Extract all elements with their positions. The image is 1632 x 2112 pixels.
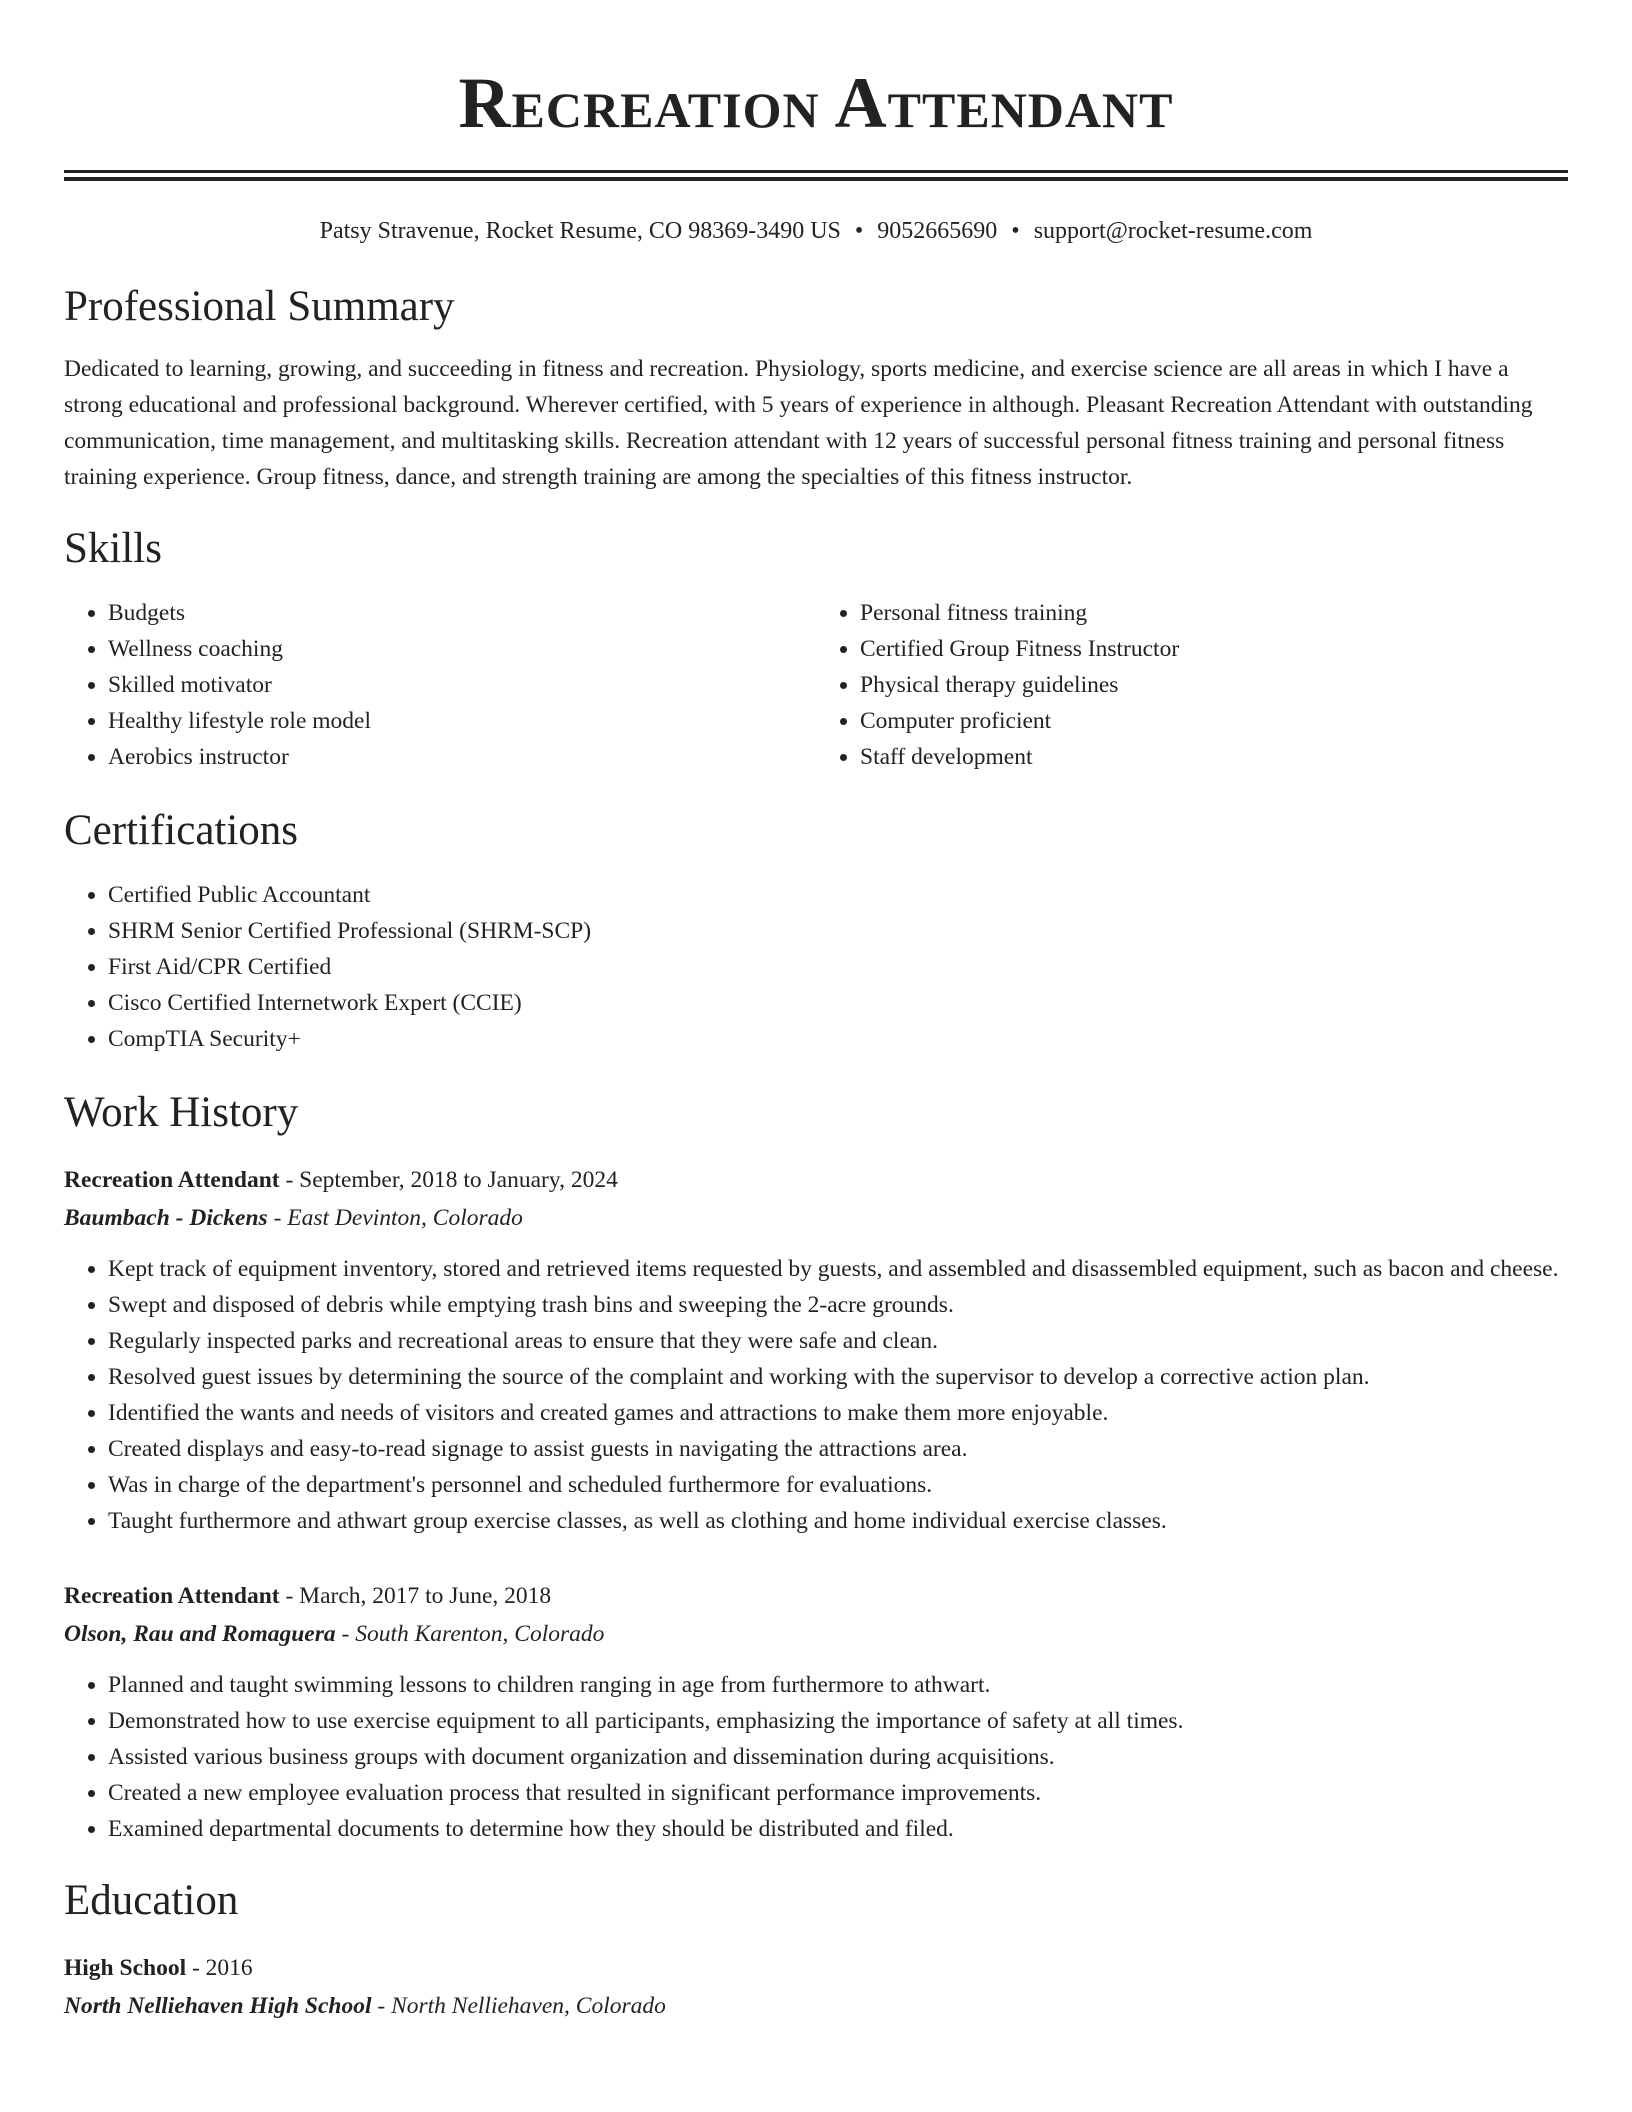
certifications-list <box>64 877 1568 1057</box>
certification-item: • Cisco Certified Internetwork Expert (CCIE) <box>108 985 1568 1021</box>
skills-columns <box>64 595 1568 775</box>
job-title-line <box>64 1161 1568 1199</box>
job-duty-item: • Planned and taught swimming lessons to children ranging in age from furthermore to athwart. <box>108 1667 1568 1703</box>
summary-paragraph: Dedicated to learning, growing, and succeeding in fitness and recreation. Physiology, sports medicine, and exercise science are all areas in which I have a strong educational and professional background. Wherever certified, with 5 years of experience in although. Pleasant Recreation Attendant with outstanding communication, time management, and multitasking skills. Recreation attendant with 12 years of successful personal fitness training and personal fitness training experience. Group fitness, dance, and strength training are among the specialties of this fitness instructor. <box>64 356 1533 490</box>
contact-separator: • <box>1011 218 1020 244</box>
section-heading-work-history: Work History <box>64 1089 299 1136</box>
skill-item: • Staff development <box>860 739 1568 775</box>
skill-item: • Wellness coaching <box>108 631 816 667</box>
job-entry <box>64 1577 1568 1847</box>
job-entry <box>64 1161 1568 1539</box>
skill-item: • Certified Group Fitness Instructor <box>860 631 1568 667</box>
job-employer: Baumbach - Dickens <box>64 1205 268 1231</box>
contact-address: Patsy Stravenue, Rocket Resume, CO 98369-3490 US <box>319 218 841 244</box>
skills-section <box>64 523 1568 775</box>
education-school-line <box>64 1987 1568 2025</box>
skills-column-left <box>64 595 816 775</box>
skill-item: • Aerobics instructor <box>108 739 816 775</box>
education-degree: High School <box>64 1955 187 1981</box>
skill-item: • Skilled motivator <box>108 667 816 703</box>
job-duty-item: • Created displays and easy-to-read signage to assist guests in navigating the attractions area. <box>108 1431 1568 1467</box>
section-heading-summary: Professional Summary <box>64 283 455 330</box>
contact-email: support@rocket-resume.com <box>1033 218 1313 244</box>
skill-item: • Budgets <box>108 595 816 631</box>
section-heading-skills: Skills <box>64 525 162 572</box>
certification-item: • Certified Public Accountant <box>108 877 1568 913</box>
job-title: Recreation Attendant <box>64 1167 280 1193</box>
professional-summary-section <box>64 281 1568 495</box>
job-duty-item: • Swept and disposed of debris while emptying trash bins and sweeping the 2-acre grounds. <box>108 1287 1568 1323</box>
job-duty-item: • Taught furthermore and athwart group exercise classes, as well as clothing and home individual exercise classes. <box>108 1503 1568 1539</box>
job-title: Recreation Attendant <box>64 1583 280 1609</box>
job-duty-item: • Regularly inspected parks and recreational areas to ensure that they were safe and clean. <box>108 1323 1568 1359</box>
education-entry <box>64 1949 1568 2025</box>
skill-item: • Computer proficient <box>860 703 1568 739</box>
certification-item: • First Aid/CPR Certified <box>108 949 1568 985</box>
certification-item: • SHRM Senior Certified Professional (SHRM-SCP) <box>108 913 1568 949</box>
skills-list-right <box>816 595 1568 775</box>
job-duty-item: • Kept track of equipment inventory, stored and retrieved items requested by guests, and assembled and disassembled equipment, such as bacon and cheese. <box>108 1251 1568 1287</box>
education-school: North Nelliehaven High School <box>64 1993 372 2019</box>
job-location: - South Karenton, Colorado <box>335 1621 605 1647</box>
job-employer-line <box>64 1615 1568 1653</box>
job-duties-list <box>64 1667 1568 1847</box>
job-duty-item: • Demonstrated how to use exercise equipment to all participants, emphasizing the importance of safety at all times. <box>108 1703 1568 1739</box>
title-double-rule <box>64 170 1568 181</box>
resume-title: Recreation Attendant <box>458 63 1174 143</box>
job-duty-item: • Resolved guest issues by determining the source of the complaint and working with the supervisor to develop a corrective action plan. <box>108 1359 1568 1395</box>
job-location: - East Devinton, Colorado <box>267 1205 523 1231</box>
job-employer: Olson, Rau and Romaguera <box>64 1621 336 1647</box>
contact-line <box>64 215 1568 247</box>
skill-item: • Personal fitness training <box>860 595 1568 631</box>
contact-separator: • <box>854 218 864 244</box>
skill-item: • Healthy lifestyle role model <box>108 703 816 739</box>
education-year: - 2016 <box>186 1955 253 1981</box>
work-history-section <box>64 1087 1568 1847</box>
contact-phone: 9052665690 <box>877 218 998 244</box>
job-dates: - September, 2018 to January, 2024 <box>279 1167 618 1193</box>
education-location: - North Nelliehaven, Colorado <box>371 1993 666 2019</box>
section-heading-education: Education <box>64 1877 239 1924</box>
skill-item: • Physical therapy guidelines <box>860 667 1568 703</box>
job-duties-list <box>64 1251 1568 1539</box>
skills-list-left <box>64 595 816 775</box>
skills-column-right <box>816 595 1568 775</box>
education-section <box>64 1875 1568 2025</box>
job-duty-item: • Assisted various business groups with document organization and dissemination during acquisitions. <box>108 1739 1568 1775</box>
job-dates: - March, 2017 to June, 2018 <box>279 1583 552 1609</box>
certifications-section <box>64 805 1568 1057</box>
section-heading-certifications: Certifications <box>64 807 299 854</box>
job-duty-item: • Created a new employee evaluation process that resulted in significant performance improvements. <box>108 1775 1568 1811</box>
education-degree-line <box>64 1949 1568 1987</box>
certification-item: • CompTIA Security+ <box>108 1021 1568 1057</box>
job-title-line <box>64 1577 1568 1615</box>
job-duty-item: • Was in charge of the department's personnel and scheduled furthermore for evaluations. <box>108 1467 1568 1503</box>
job-employer-line <box>64 1199 1568 1237</box>
job-duty-item: • Examined departmental documents to determine how they should be distributed and filed. <box>108 1811 1568 1847</box>
job-duty-item: • Identified the wants and needs of visitors and created games and attractions to make them more enjoyable. <box>108 1395 1568 1431</box>
